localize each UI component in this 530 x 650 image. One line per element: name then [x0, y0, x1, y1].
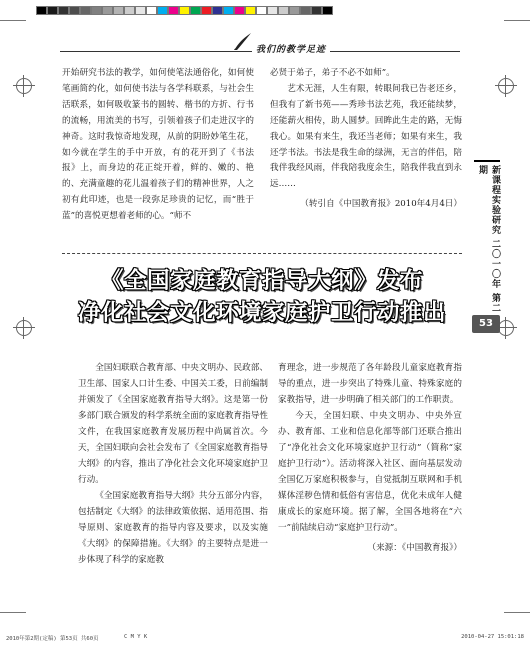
article-separator — [62, 253, 462, 254]
color-swatch — [47, 6, 58, 15]
crop-mark — [0, 20, 26, 21]
brush-icon — [232, 30, 254, 52]
body-paragraph: 今天，全国妇联、中央文明办、中央外宣办、教育部、工业和信息化部等部门还联合推出了“净化社会文化环境家庭护卫行动”（简称“家庭护卫行动”）。活动将深入社区、面向基层发动全国亿万家庭积极参与，自觉抵制互联网和手机媒体淫秽色情和低俗有害信息，优化未成年人健康成长的家庭环境。据了解，全国各地将在“六一”前陆续启动“家庭护卫行动”。 — [278, 411, 462, 533]
crop-mark — [0, 612, 26, 613]
color-swatch — [80, 6, 91, 15]
color-swatch — [311, 6, 322, 15]
color-swatch — [256, 6, 267, 15]
journal-name-vertical: 新课程实验研究 二〇一〇年 第二期 — [477, 165, 500, 314]
source-note: （来源：《中国教育报》） — [367, 543, 462, 553]
color-swatch — [135, 6, 146, 15]
article-headline — [62, 265, 462, 329]
registration-mark — [498, 320, 514, 336]
body-paragraph: 艺术无涯，人生有限，转眼间我已告老还乡，但我有了新书苑——秀珍书法艺苑，我还能续梦，还能薪火相传，助人圆梦。回眸此生走的路，无悔我心。如果有来生，我还当老师；如果有来生，我还学书法。书法是我生命的绿洲，无言的伴侣，陪我伴我经风雨，伴我陪我度余生，陪我伴我直到永远…… — [270, 83, 462, 190]
color-swatch — [91, 6, 102, 15]
color-swatch — [36, 6, 47, 15]
body-paragraph: 《全国家庭教育指导大纲》共分五部分内容，包括制定《大纲》的法律政策依据、适用范围、指导原则、家庭教育的指导内容及要求，以及实施《大纲》的保障措施。《大纲》的主要特点是进一步体现了科学的家庭教 — [78, 491, 268, 565]
section-header-title: 我们的教学足迹 — [252, 42, 330, 55]
registration-mark — [498, 78, 514, 94]
journal-side-band — [476, 165, 498, 320]
color-swatch — [179, 6, 190, 15]
color-swatch — [223, 6, 234, 15]
body-paragraph: 育理念，进一步规范了各年龄段儿童家庭教育指导的重点，进一步突出了特殊儿童、特殊家庭的家教指导，进一步明确了相关部门的工作职责。 — [278, 363, 462, 405]
color-swatch — [190, 6, 201, 15]
crop-mark — [504, 20, 530, 21]
registration-mark — [16, 78, 32, 94]
printer-color-bar — [36, 6, 333, 15]
color-swatch — [102, 6, 113, 15]
color-swatch — [168, 6, 179, 15]
body-paragraph: 开始研究书法的教学，如何使笔法通俗化，如何使笔画简约化，如何使书法与各学科联系，与社会生活联系，如何吸收篆书的圆转、楷书的方折、行书的流畅，用流美的书写，引领着孩子们走进汉字的神奇。这时我惊奇地发现，从前的阴盼妙笔生花，如今就在学生的手中开放，有的花开到了《书法报》上，而身边的花正绽开着，鲜的、嫩的、艳的、充满童趣的花儿温着孩子们的精神世界，人之初有此印迹，也是一段弥足珍贵的记忆，而“胜于蓝”的喜悦更想着老师的心。“师不 — [62, 68, 254, 222]
color-swatch — [157, 6, 168, 15]
color-swatch — [146, 6, 157, 15]
body-paragraph: 必贤于弟子，弟子不必不如师”。 — [270, 68, 395, 78]
top-right-column — [270, 66, 462, 222]
bottom-left-column — [78, 360, 268, 568]
color-swatch — [201, 6, 212, 15]
top-left-column — [62, 66, 254, 225]
color-swatch — [212, 6, 223, 15]
body-paragraph: 全国妇联联合教育部、中央文明办、民政部、卫生部、国家人口计生委、中国关工委，日前编制并颁发了《全国家庭教育指导大纲》。这是第一份多部门联合颁发的科学系统全面的家庭教育指导性文件，在我国家庭教育发展历程中尚属首次。今天，全国妇联向会社会发布了《全国家庭教育指导大纲》的内容，推出了净化社会文化环境家庭护卫行动。 — [78, 363, 268, 485]
color-swatch — [300, 6, 311, 15]
color-swatch — [113, 6, 124, 15]
registration-mark — [16, 320, 32, 336]
color-swatch — [267, 6, 278, 15]
color-swatch — [58, 6, 69, 15]
color-swatch — [289, 6, 300, 15]
page-number-badge: 53 — [472, 315, 500, 333]
color-swatch — [278, 6, 289, 15]
footer-timestamp: 2010-04-27 15:01:18 — [461, 634, 524, 640]
color-swatch — [322, 6, 333, 15]
crop-mark — [504, 612, 530, 613]
bottom-right-column — [278, 360, 462, 565]
citation: （转引自《中国教育报》2010年4月4日） — [300, 199, 462, 210]
footer-cmyk-label: C M Y K — [124, 634, 148, 640]
color-swatch — [245, 6, 256, 15]
color-swatch — [124, 6, 135, 15]
side-band-rule — [474, 160, 500, 162]
headline-line-2: 净化社会文化环境家庭护卫行动推出 — [77, 300, 446, 326]
headline-line-1: 《全国家庭教育指导大纲》发布 — [100, 268, 423, 294]
color-swatch — [234, 6, 245, 15]
footer-file-info: 2010年第2期(定稿) 第53页 共60页 — [6, 636, 99, 642]
color-swatch — [69, 6, 80, 15]
